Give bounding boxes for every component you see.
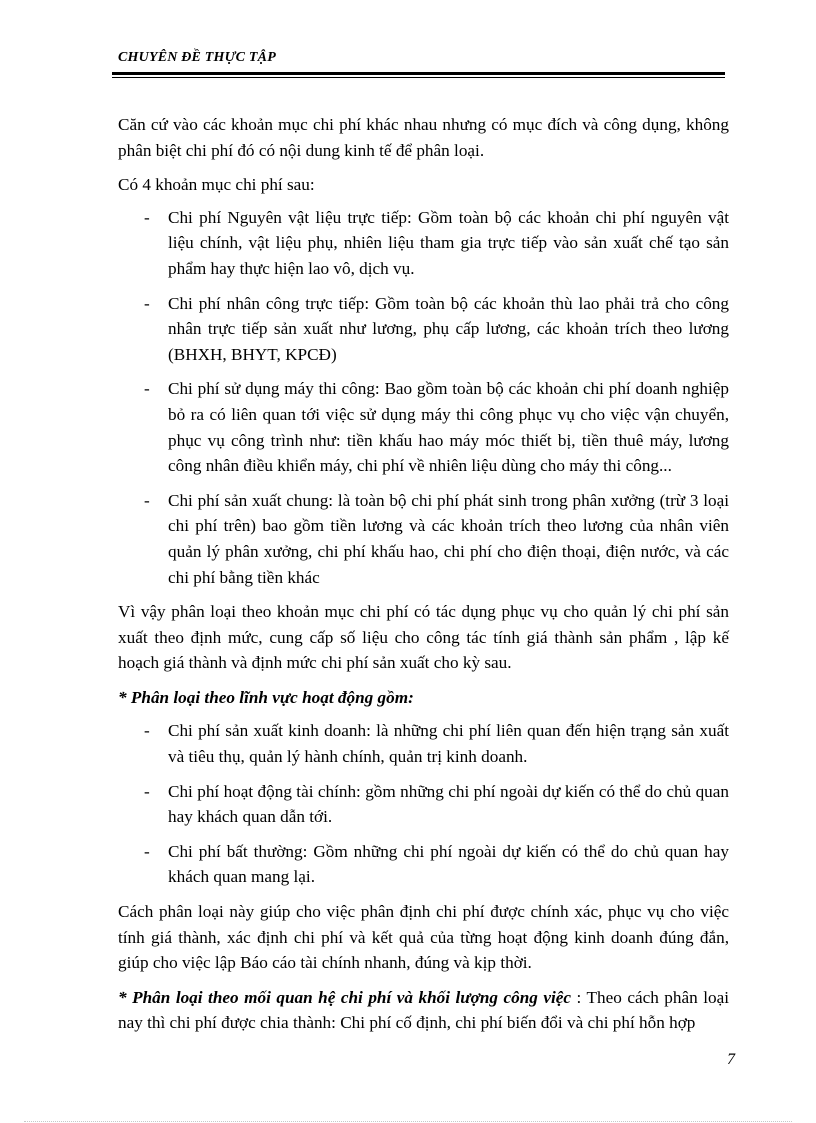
dash-bullet: - [144,490,150,510]
page-bottom-border [24,1121,792,1122]
list-item [118,291,729,368]
dash-bullet: - [144,293,150,313]
header-title: CHUYÊN ĐỀ THỰC TẬP [118,50,276,65]
activity-conclusion: Cách phân loại này giúp cho việc phân định chi phí được chính xác, phục vụ cho việc tính giá thành, xác định chi phí và kết quả của từng hoạt động kinh doanh đúng đắn, giúp cho việc lập Báo cáo tài chính nhanh, đúng và kịp thời. [118,902,729,973]
intro-list-lead: Có 4 khoản mục chi phí sau: [118,175,315,195]
cost-items-list [118,205,729,590]
volume-section-paragraph [118,985,729,1036]
volume-section-text: : Theo cách phân loại nay thì chi phí được chia thành: Chi phí cố định, chi phí biến đổi và chi phí hỗn hợp [118,987,729,1033]
dash-bullet: - [144,207,150,227]
list-item-text: Chi phí hoạt động tài chính: gồm những chi phí ngoài dự kiến có thể do chủ quan hay khách quan dẫn tới. [168,781,729,827]
dash-bullet: - [144,721,150,741]
list-item [118,779,729,830]
header-rule-thin [112,77,725,78]
list-item-text: Chi phí Nguyên vật liệu trực tiếp: Gồm toàn bộ các khoản chi phí nguyên vật liệu chính, vật liệu phụ, nhiên liệu tham gia trực tiếp vào sản xuất chế tạo sản phẩm hay thực hiện lao vô, dịch vụ. [168,207,729,278]
list-item [118,205,729,282]
activity-list [118,718,729,890]
list-item [118,376,729,478]
list-item-text: Chi phí sản xuất kinh doanh: là những chi phí liên quan đến hiện trạng sản xuất và tiêu thụ, quản lý hành chính, quản trị kinh doanh. [168,721,729,767]
list-item [118,839,729,890]
list-item-text: Chi phí nhân công trực tiếp: Gồm toàn bộ các khoản thù lao phải trả cho công nhân trực tiếp sản xuất như lương, phụ cấp lương, các khoản trích theo lương (BHXH, BHYT, KPCĐ) [168,293,729,364]
list-item [118,718,729,769]
list-item-text: Chi phí bất thường: Gồm những chi phí ngoài dự kiến có thể do chủ quan hay khách quan mang lại. [168,841,729,887]
summary-paragraph: Vì vậy phân loại theo khoản mục chi phí có tác dụng phục vụ cho quản lý chi phí sản xuất theo định mức, cung cấp số liệu cho công tác tính giá thành sản phẩm , lập kế hoạch giá thành và định mức chi phí sản xuất cho kỳ sau. [118,602,729,673]
dash-bullet: - [144,841,150,861]
section-heading-activity: * Phân loại theo lĩnh vực hoạt động gồm: [118,687,414,707]
section-heading-volume: * Phân loại theo mối quan hệ chi phí và khối lượng công việc [118,987,572,1007]
intro-paragraph: Căn cứ vào các khoản mục chi phí khác nhau nhưng có mục đích và công dụng, không phân biệt chi phí đó có nội dung kinh tế để phân loại. [118,115,729,160]
header-rule-thick [112,72,725,75]
dash-bullet: - [144,379,150,399]
list-item [118,488,729,590]
dash-bullet: - [144,781,150,801]
list-item-text: Chi phí sử dụng máy thi công: Bao gồm toàn bộ các khoản chi phí doanh nghiệp bỏ ra có liên quan tới việc sử dụng máy thi công phục vụ cho việc vận chuyển, phục vụ công trình như: tiền khấu hao máy móc thiết bị, tiền thuê máy, lương công nhân điều khiển máy, chi phí về nhiên liệu dùng cho máy thi công... [168,379,729,476]
page-number: 7 [727,1051,735,1068]
list-item-text: Chi phí sản xuất chung: là toàn bộ chi phí phát sinh trong phân xưởng (trừ 3 loại chi phí trên) bao gồm tiền lương và các khoản trích theo lương của nhân viên quản lý phân xưởng, chi phí khấu hao, chi phí cho điện thoại, điện nước, và các chi phí bằng tiền khác [168,490,729,587]
document-body [118,112,729,1045]
